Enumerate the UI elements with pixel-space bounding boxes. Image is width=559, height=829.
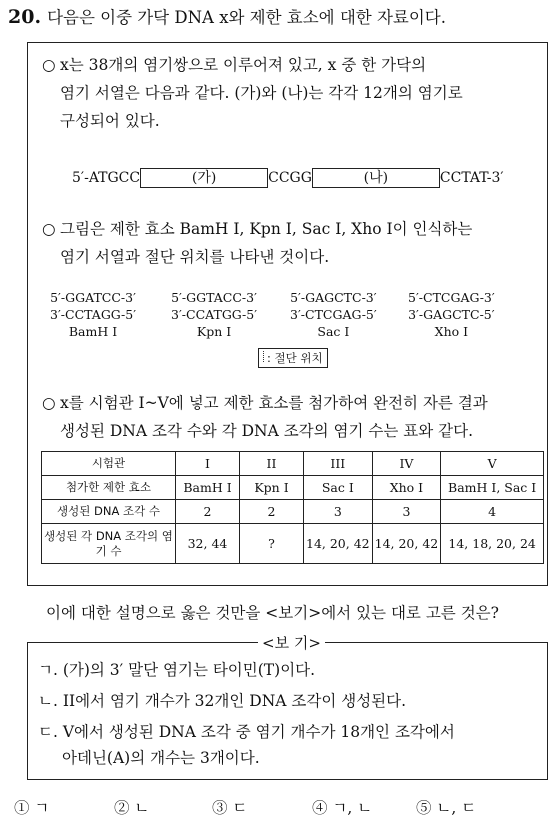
bogi-mark: ㄱ. [38,661,58,679]
enzyme-bamhi [50,289,136,340]
table-cell: 14, 20, 42 [304,524,373,564]
bullet-circle-icon: ○ [42,220,56,238]
enzyme-name: BamH I [68,324,118,339]
result-table [41,451,544,564]
question-prompt: 이에 대한 설명으로 옳은 것만을 <보기>에서 있는 대로 고른 것은? [46,604,499,622]
table-row [42,524,544,564]
bogi-box [27,634,548,780]
enzyme-xhoi [408,289,495,340]
sequence-line [72,167,504,189]
enzyme-top-strand: 5′-GAGCTC-3′ [290,290,377,305]
bogi-text: (가)의 3′ 말단 염기는 타이민(T)이다. [62,661,316,679]
answer-choices [14,795,476,821]
enzyme-bottom-strand: 3′-CTCGAG-5′ [290,307,377,322]
table-cell: 3 [372,500,441,524]
bogi-text: II에서 염기 개수가 32개인 DNA 조각이 생성된다. [62,692,407,710]
table-header-cell: IV [372,452,441,476]
choice-2[interactable]: ② ㄴ [114,799,150,817]
bullet-1-line-1: x는 38개의 염기쌍으로 이루어져 있고, x 중 한 가닥의 [60,56,427,74]
bogi-mark: ㄴ. [38,692,58,710]
bullet-1-line-3: 구성되어 있다. [60,112,160,130]
table-row-label: 생성된 각 DNA 조각의 염기 수 [42,524,176,564]
table-cell: 32, 44 [176,524,240,564]
enzyme-top-strand: 5′-GGTACC-3′ [171,290,257,305]
enzyme-bottom-strand: 3′-GAGCTC-5′ [408,307,495,322]
seq-start: 5′-ATGCC [72,170,141,186]
bullet-1 [42,51,463,135]
table-header-cell: I [176,452,240,476]
table-cell: ? [240,524,304,564]
bogi-text-cont: 아데닌(A)의 개수는 3개이다. [62,749,260,767]
question-stem: 다음은 이중 가닥 DNA x와 제한 효소에 대한 자료이다. [47,8,446,27]
enzyme-name: Kpn I [196,324,232,339]
table-cell: 14, 20, 42 [372,524,441,564]
table-cell: 4 [441,500,544,524]
table-cell: 2 [176,500,240,524]
table-cell: 14, 18, 20, 24 [441,524,544,564]
bullet-3-line-1: x를 시험관 I~V에 넣고 제한 효소를 첨가하여 완전히 자른 결과 [60,394,488,412]
enzyme-bottom-strand: 3′-CCTAGG-5′ [50,307,137,322]
bullet-2 [42,215,472,271]
enzyme-kpni [171,289,257,340]
enzyme-saci [290,289,377,340]
table-row-label: 생성된 DNA 조각 수 [42,500,176,524]
bullet-2-line-1: 그림은 제한 효소 BamH I, Kpn I, Sac I, Xho I이 인식하는 [60,220,473,238]
cut-site-legend [258,348,328,368]
seq-mid: CCGG [268,170,312,186]
table-row [42,500,544,524]
enzyme-name: Sac I [317,324,350,339]
bogi-item-3 [38,719,455,771]
choice-1[interactable]: ① ㄱ [14,799,50,817]
enzyme-bottom-strand: 3′-CCATGG-5′ [171,307,258,322]
bullet-circle-icon: ○ [42,56,56,74]
choice-5[interactable]: ⑤ ㄴ, ㄷ [416,799,477,817]
table-cell: Kpn I [240,476,304,500]
table-header-cell: 시험관 [42,452,176,476]
bogi-item-2 [38,688,406,714]
question-header [8,4,446,31]
table-cell: Sac I [304,476,373,500]
bogi-mark: ㄷ. [38,723,58,741]
table-cell: 3 [304,500,373,524]
bogi-title: <보 기> [258,633,325,653]
table-header-cell: II [240,452,304,476]
bullet-circle-icon: ○ [42,394,56,412]
table-cell: BamH I [176,476,240,500]
seq-box-na: (나) [312,168,440,188]
table-row [42,476,544,500]
table-cell: Xho I [372,476,441,500]
enzyme-top-strand: 5′-GGATCC-3′ [50,290,136,305]
table-cell: BamH I, Sac I [441,476,544,500]
question-number: 20. [8,6,42,28]
dotted-cut-line-icon [263,351,265,362]
table-header-cell: V [441,452,544,476]
bullet-1-line-2: 염기 서열은 다음과 같다. (가)와 (나)는 각각 12개의 염기로 [60,84,463,102]
table-cell: 2 [240,500,304,524]
bullet-2-line-2: 염기 서열과 절단 위치를 나타낸 것이다. [60,248,330,266]
table-header-cell: III [304,452,373,476]
bogi-item-1 [38,657,315,683]
bullet-3 [42,389,488,445]
seq-box-ga: (가) [140,168,268,188]
bogi-text: V에서 생성된 DNA 조각 중 염기 개수가 18개인 조각에서 [62,723,455,741]
bullet-3-line-2: 생성된 DNA 조각 수와 각 DNA 조각의 염기 수는 표와 같다. [60,422,474,440]
choice-3[interactable]: ③ ㄷ [212,799,248,817]
seq-end: CCTAT-3′ [439,170,504,186]
data-box [27,42,548,586]
enzyme-name: Xho I [434,324,469,339]
choice-4[interactable]: ④ ㄱ, ㄴ [312,799,373,817]
cut-legend-label: : 절단 위치 [267,351,323,365]
enzyme-top-strand: 5′-CTCGAG-3′ [408,290,495,305]
table-row-label: 첨가한 제한 효소 [42,476,176,500]
table-header-row [42,452,544,476]
